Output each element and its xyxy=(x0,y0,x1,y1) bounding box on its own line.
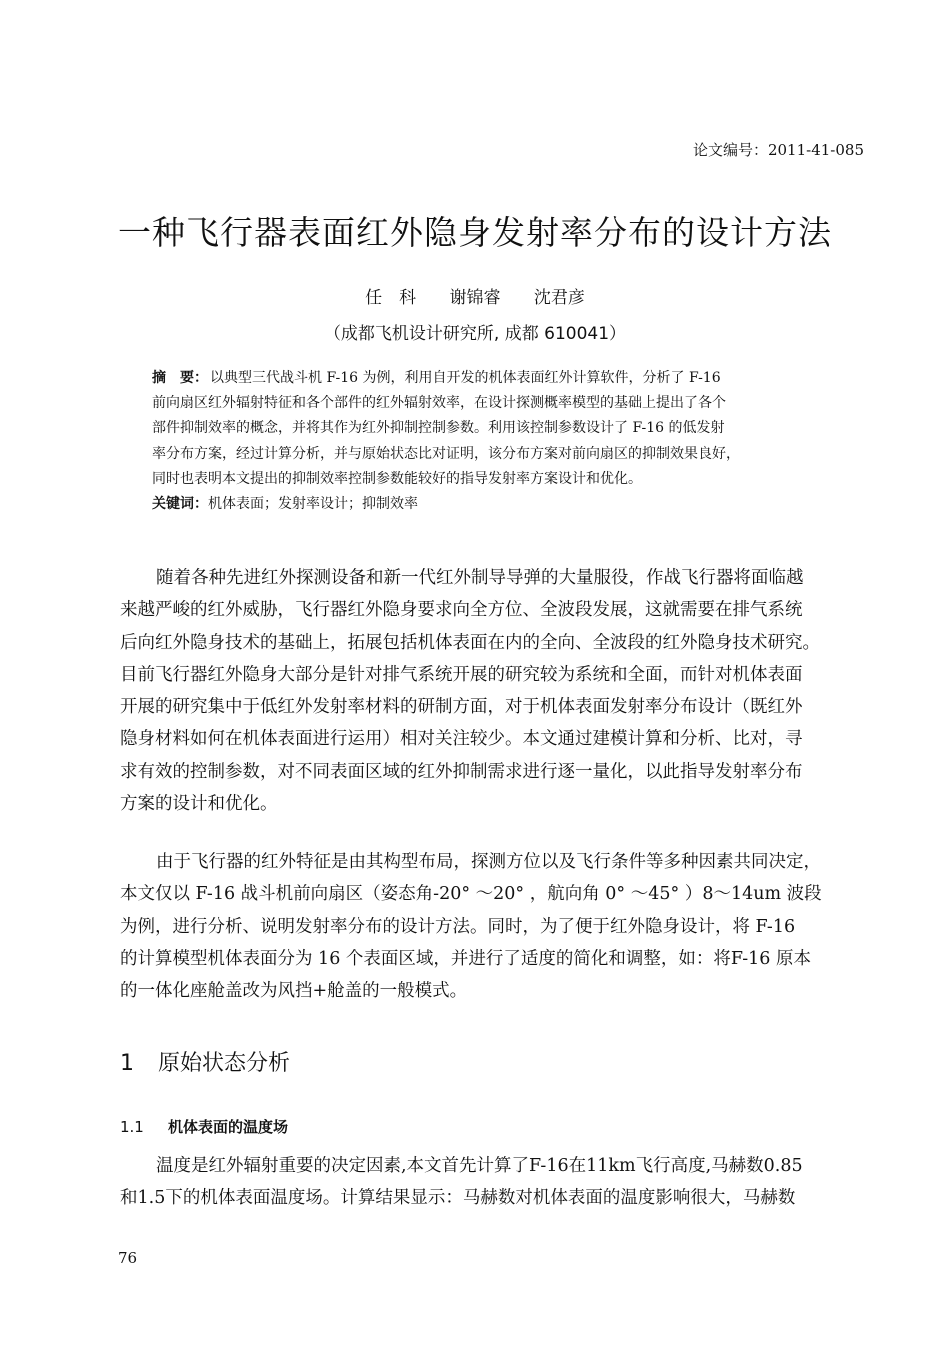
paragraph-line: 和1.5下的机体表面温度场。计算结果显示：马赫数对机体表面的温度影响很大，马赫数 xyxy=(120,1188,796,1209)
authors xyxy=(0,286,950,310)
paragraph-line: 随着各种先进红外探测设备和新一代红外制导导弹的大量服役，作战飞行器将面临越 xyxy=(156,568,804,588)
abstract-line xyxy=(152,366,842,391)
section-heading xyxy=(120,1048,290,1080)
page-title: 一种飞行器表面红外隐身发射率分布的设计方法 xyxy=(118,213,832,252)
paragraph-line: 求有效的控制参数，对不同表面区域的红外抑制需求进行逐一量化，以此指导发射率分布 xyxy=(120,761,803,782)
body-paragraph xyxy=(120,562,868,820)
keywords-text: 机体表面；发射率设计；抑制效率 xyxy=(208,495,418,512)
paragraph-line: 后向红外隐身技术的基础上，拓展包括机体表面在内的全向、全波段的红外隐身技术研究。 xyxy=(120,632,820,653)
author-name: 任 科 xyxy=(365,288,417,308)
paragraph-line: 由于飞行器的红外特征是由其构型布局，探测方位以及飞行条件等多种因素共同决定， xyxy=(156,852,821,872)
abstract-line: 率分布方案，经过计算分析，并与原始状态比对证明，该分布方案对前向扇区的抑制效果良好， xyxy=(152,445,740,462)
abstract-line: 同时也表明本文提出的抑制效率控制参数能较好的指导发射率方案设计和优化。 xyxy=(152,470,642,487)
abstract-text: 以典型三代战斗机 F-16 为例，利用自开发的机体表面红外计算软件，分析了 F-16 xyxy=(210,370,721,386)
author-name: 沈君彦 xyxy=(533,288,585,308)
paragraph-line: 的一体化座舱盖改为风挡+舱盖的一般模式。 xyxy=(120,981,468,1002)
paragraph-line: 为例，进行分析、说明发射率分布的设计方法。同时，为了便于红外隐身设计，将 F-16 xyxy=(120,916,796,937)
paragraph-line: 目前飞行器红外隐身大部分是针对排气系统开展的研究较为系统和全面，而针对机体表面 xyxy=(120,664,803,685)
page-number: 76 xyxy=(118,1249,138,1267)
paragraph-line: 本文仅以 F-16 战斗机前向扇区（姿态角-20° ～20° ，航向角 0° ～45° ）8～14um 波段 xyxy=(120,884,822,905)
paragraph-line: 隐身材料如何在机体表面进行运用）相对关注较少。本文通过建模计算和分析、比对，寻 xyxy=(120,729,803,750)
paragraph-line: 方案的设计和优化。 xyxy=(120,794,278,815)
keywords xyxy=(152,492,842,517)
subsection-number: 1.1 xyxy=(120,1118,144,1136)
abstract-line: 部件抑制效率的概念，并将其作为红外抑制控制参数。利用该控制参数设计了 F-16 的低发射 xyxy=(152,420,725,437)
section-number: 1 xyxy=(120,1051,134,1076)
paragraph-line: 温度是红外辐射重要的决定因素,本文首先计算了F-16在11km飞行高度,马赫数0.85 xyxy=(156,1156,803,1176)
paragraph-line: 开展的研究集中于低红外发射率材料的研制方面，对于机体表面发射率分布设计（既红外 xyxy=(120,697,803,718)
subsection-title: 机体表面的温度场 xyxy=(168,1118,289,1136)
paragraph-line: 来越严峻的红外威胁，飞行器红外隐身要求向全方位、全波段发展，这就需要在排气系统 xyxy=(120,600,803,621)
abstract xyxy=(152,366,842,517)
author-name: 谢锦睿 xyxy=(449,288,501,308)
abstract-line: 前向扇区红外辐射特征和各个部件的红外辐射效率，在设计探测概率模型的基础上提出了各个 xyxy=(152,395,726,412)
paper-number: 论文编号：2011-41-085 xyxy=(692,141,864,159)
abstract-label: 摘 要： xyxy=(152,370,208,386)
keywords-label: 关键词： xyxy=(152,495,208,512)
paragraph-line: 的计算模型机体表面分为 16 个表面区域，并进行了适度的简化和调整，如：将F-16 原本 xyxy=(120,948,811,969)
subsection-heading xyxy=(120,1116,288,1138)
body-paragraph xyxy=(120,1150,868,1215)
section-title: 原始状态分析 xyxy=(158,1051,291,1076)
body-paragraph xyxy=(120,846,868,1007)
affiliation: （成都飞机设计研究所, 成都 610041） xyxy=(323,324,627,344)
